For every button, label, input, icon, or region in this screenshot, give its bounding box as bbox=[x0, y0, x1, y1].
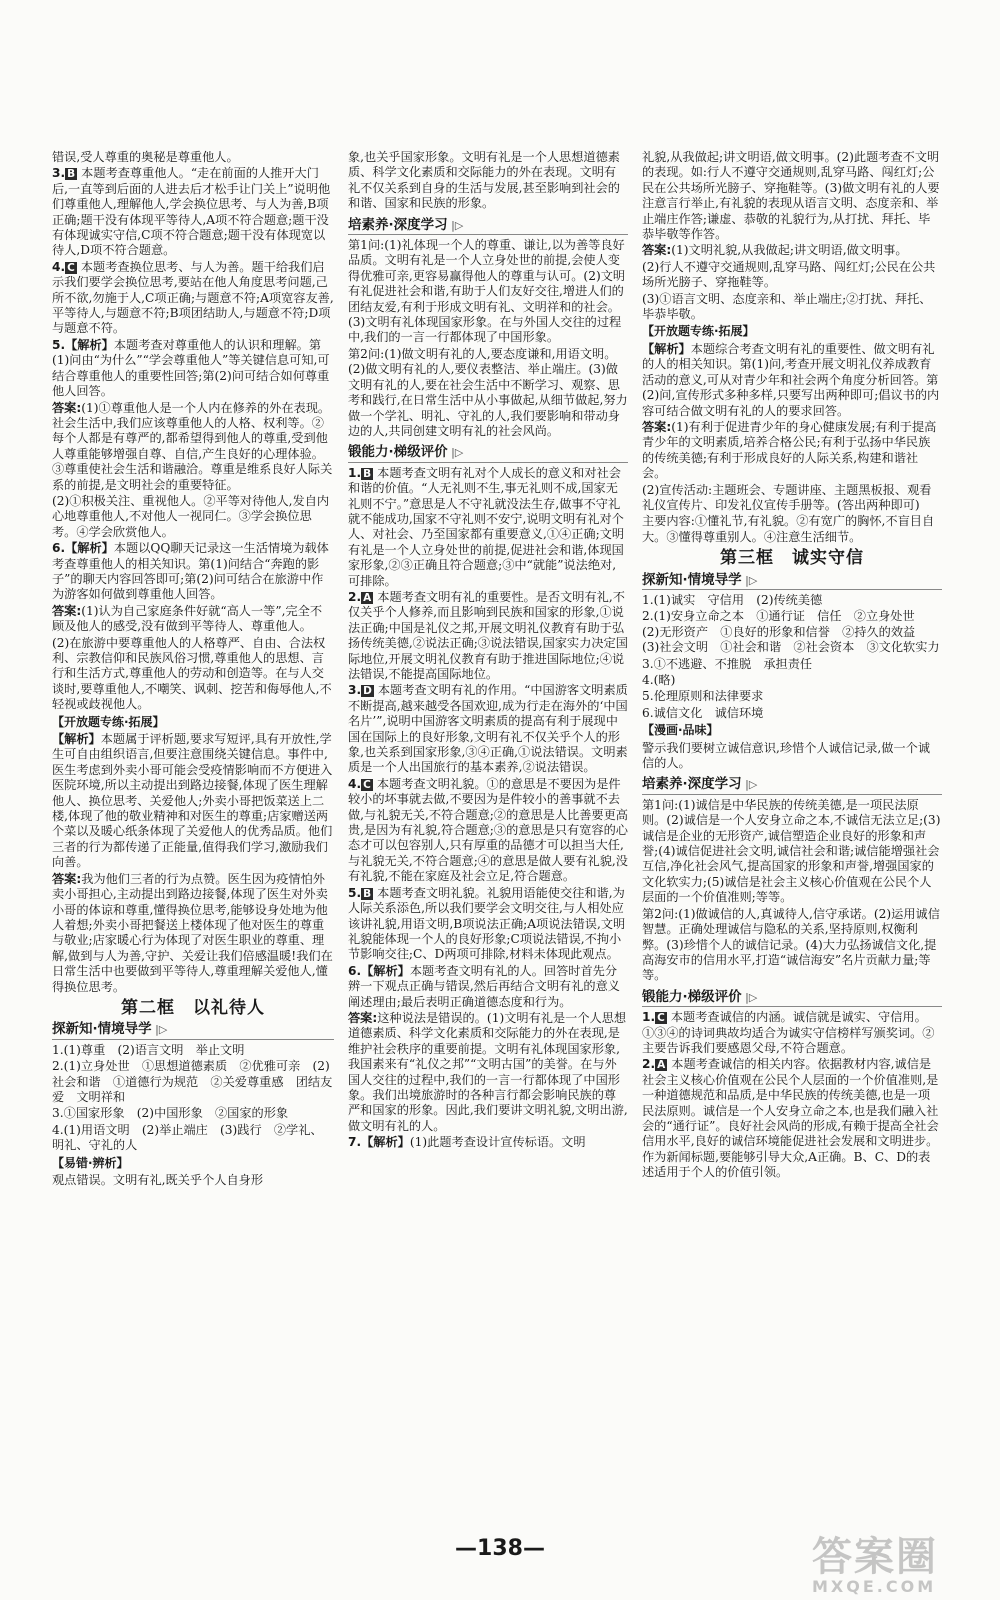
paragraph-text: 本题考查尊重他人。“走在前面的人推开大门后,一直等到后面的人进去后才松手让门关上”说明他们尊重他人,理解他人,学会换位思考、与人为善,B项正确;题干没有体现平等待人,A项不符合题意;题干没有体现诚实守信,C项不符合题意;题干没有体现宽以待人,D项不符合题意。 bbox=[52, 166, 331, 258]
keyword-label: 答案: bbox=[52, 400, 82, 415]
column-middle bbox=[348, 150, 628, 1152]
paragraph-text: 1.(1)诚实 守信用 (2)传统美德 bbox=[642, 592, 823, 607]
paragraph-text: 我为他们三者的行为点赞。医生因为疫情怕外卖小哥担心,主动提出到路边接餐,体现了医生对外卖小哥的体谅和尊重,懂得换位思考,能够设身处地为他人着想;外卖小哥把餐送上楼体现了他对医生的尊重与敬业;店家暖心行为体现了对医生职业的尊重、理解,做到与人为善,守护、关爱让我们倍感温暖!我们在日常生活中也要做到平等待人,尊重理解关爱他人,懂得换位思考。 bbox=[52, 871, 333, 994]
paragraph-text: 第2问:(1)做诚信的人,真诚待人,信守承诺。(2)运用诚信智慧。正确处理诚信与隐私的关系,坚持原则,权衡利弊。(3)珍惜个人的诚信记录。(4)大力弘扬诚信文化,提高海安市的信用水平,打造“诚信海安”名片贡献力量;等等。 bbox=[642, 906, 940, 983]
answer-paragraph bbox=[348, 777, 628, 885]
section-heading-text: 培素养·深度学习 bbox=[642, 776, 742, 793]
answer-paragraph bbox=[52, 494, 334, 540]
answer-paragraph bbox=[52, 1173, 334, 1188]
section-heading bbox=[642, 990, 942, 1007]
answer-paragraph bbox=[642, 483, 942, 514]
watermark-logo bbox=[812, 1536, 992, 1600]
watermark-line2: MXQE.COM bbox=[812, 1577, 937, 1596]
answer-paragraph bbox=[52, 401, 334, 493]
answer-paragraph bbox=[52, 338, 334, 400]
paragraph-text: 第1问:(1)礼体现一个人的尊重、谦让,以为善等良好品质。文明有礼是一个人立身处世的前提,会使人变得优雅可亲,更容易赢得他人的尊重与认可。(2)文明有礼促进社会和谐,有助于人们友好交往,增进人们的团结友爱,有利于形成文明有礼、文明祥和的社会。(3)文明有礼体现国家形象。在与外国人交往的过程中,我们的一言一行都体现了中国形象。 bbox=[348, 238, 626, 345]
question-number: 5. bbox=[348, 885, 362, 900]
page-number: —138— bbox=[455, 1536, 545, 1561]
paragraph-text: 本题考查诚信的相关内容。依据教材内容,诚信是社会主义核心价值观在公民个人层面的一个价值准则,是一种道德规范和品质,是中华民族的传统美德,也是一项民法原则。诚信是一个人安身立命之本,也是我们融入社会的“通行证”。良好社会风尚的形成,有赖于提高全社会信用水平,良好的诚信环境能促进社会发展和文明进步。作为新闻标题,要能够引导大众,A正确。B、C、D的表述适用于个人的价值引领。 bbox=[642, 1057, 939, 1180]
question-number: 7. bbox=[348, 1135, 362, 1150]
answer-paragraph bbox=[348, 466, 628, 589]
answer-paragraph bbox=[642, 706, 942, 721]
paragraph-text: (2)在旅游中要尊重他人的人格尊严、自由、合法权利、宗教信仰和民族风俗习惯,尊重他人的思想、言行和生活方式,尊重他人的劳动和创造等。在与人交谈时,要尊重他人,不嘲笑、讽刺、挖苦和侮辱他人,不轻视或歧视他人。 bbox=[52, 635, 332, 712]
answer-paragraph bbox=[642, 657, 942, 672]
answer-choice-badge: A bbox=[657, 1059, 666, 1072]
paragraph-text: 本题考查对尊重他人的认识和理解。第(1)问由“为什么”“学会尊重他人”等关键信息可知,可结合尊重他人的重要性回答;第(2)问可结合如何尊重他人回答。 bbox=[52, 337, 330, 399]
answer-paragraph bbox=[642, 150, 942, 242]
answer-paragraph bbox=[348, 964, 628, 1010]
keyword-label: 【解析】 bbox=[642, 341, 691, 356]
keyword-label: 【解析】 bbox=[361, 963, 410, 978]
paragraph-text: 本题属于评析题,要求写短评,具有开放性,学生可自由组织语言,但要注意围绕关键信息。事件中,医生考虑到外卖小哥可能会受疫情影响而不方便进入医院环境,所以主动提出到路边接餐,体现了医生理解他人、换位思考、关爱他人;外卖小哥把饭菜送上二楼,体现了他的敬业精神和对医生的尊重;店家赠送两个菜以及暖心纸条体现了关爱他人的优秀品质。他们三者的行为都传递了正能量,值得我们学习,激励我们向善。 bbox=[52, 732, 333, 870]
answer-paragraph bbox=[642, 514, 942, 545]
section-heading bbox=[642, 573, 942, 590]
answer-paragraph bbox=[52, 1043, 334, 1058]
answer-paragraph bbox=[52, 872, 334, 995]
section-heading-text: 探新知·情境导学 bbox=[642, 571, 742, 588]
answer-paragraph bbox=[52, 636, 334, 713]
answer-paragraph bbox=[348, 150, 628, 212]
subsection-label: 【漫画·品味】 bbox=[642, 723, 719, 738]
answer-paragraph bbox=[642, 260, 942, 291]
paragraph-text: 本题考查换位思考、与人为善。题干给我们启示我们要学会换位思考,要站在他人角度思考问题,己所不欲,勿施于人,C项正确;与题意不符;A项宽容友善,平等待人,与题意不符;B项团结助人,与题意不符;D项与题意不符。 bbox=[52, 259, 334, 336]
answer-paragraph bbox=[642, 593, 942, 608]
paragraph-text: 象,也关乎国家形象。文明有礼是一个人思想道德素质、科学文化素质和交际能力的外在表现。文明有礼不仅关系到自身的生活与发展,甚至影响到社会的和谐、国家和民族的形象。 bbox=[348, 150, 620, 211]
section-heading-text: 锻能力·梯级评价 bbox=[348, 444, 448, 461]
paragraph-text: (3)①语言文明、态度亲和、举止端庄;②打扰、拜托、毕恭毕敬。 bbox=[642, 291, 932, 322]
paragraph-text: 本题以QQ聊天记录这一生活情境为载体考查尊重他人的相关知识。第(1)问结合“奔跑的影子”的聊天内容回答即可;第(2)问可结合在旅游中作为游客如何做到尊重他人回答。 bbox=[52, 541, 329, 602]
subsection-label: 【开放题专练·拓展】 bbox=[642, 324, 755, 339]
paragraph-text: 本题考查文明有礼的作用。“中国游客文明素质不断提高,越来越受各国欢迎,成为行走在海外的‘中国名片’”,说明中国游客文明素质的提高有利于展现中国在国际上的良好形象,文明有礼不仅关乎个人的形象,也关系到国家形象,③④正确,①说法错误。文明素质是一个人出国旅行的基本素养,②说法错误。 bbox=[348, 683, 628, 775]
answer-paragraph bbox=[348, 347, 628, 439]
answer-paragraph bbox=[348, 683, 628, 775]
paragraph-text: (2)行人不遵守交通规则,乱穿马路、闯红灯;公民在公共场所光膀子、穿拖鞋等。 bbox=[642, 259, 936, 290]
paragraph-text: 本题考查文明礼貌。礼貌用语能使交往和谐,为人际关系添色,所以我们要学会文明交往,与人相处应该讲礼貌,用语文明,B项说法正确;A项说法错误,文明礼貌能体现一个人的良好形象;C项说法错误,不拘小节影响交往;C、D两项可排除,材料未体现此观点。 bbox=[348, 885, 626, 962]
paragraph-text: 3.①不逃避、不推脱 承担责任 bbox=[642, 656, 813, 671]
question-number: 4. bbox=[52, 259, 66, 274]
answer-paragraph bbox=[52, 541, 334, 603]
answer-choice-badge: C bbox=[67, 261, 75, 274]
answer-paragraph bbox=[52, 732, 334, 871]
answer-paragraph bbox=[348, 1011, 628, 1134]
column-right bbox=[642, 150, 942, 1182]
section-heading bbox=[52, 1022, 334, 1039]
question-number: 3. bbox=[348, 683, 362, 698]
paragraph-text: 2.(1)立身处世 ①思想道德素质 ②优雅可亲 (2)社会和谐 ①道德行为规范 ②关爱尊重感 团结友爱 文明祥和 bbox=[52, 1059, 333, 1104]
answer-choice-badge: D bbox=[363, 685, 372, 698]
paragraph-text: 本题考查文明礼貌。①的意思是不要因为是件较小的坏事就去做,不要因为是件较小的善事就不去做,与礼貌无关,不符合题意;②的意思是人比善要更高贵,是因为有礼貌,符合题意;③的意思是只有宽容的心态才可以包容别人,只有厚重的品德才可以担当大任,与礼貌无关,不符合题意;④的意思是做人要有礼貌,没有礼貌,不能在家庭及社会立足,符合题意。 bbox=[348, 776, 628, 884]
answer-paragraph bbox=[642, 609, 942, 655]
answer-paragraph bbox=[642, 907, 942, 984]
answer-paragraph bbox=[642, 292, 942, 323]
paragraph-text: (2)①积极关注、重视他人。②平等对待他人,发自内心地尊重他人,不对他人一视同仁。③学会换位思考。④学会欣赏他人。 bbox=[52, 493, 330, 539]
answer-paragraph bbox=[52, 604, 334, 635]
answer-paragraph bbox=[348, 886, 628, 963]
paragraph-text: 本题考查文明有礼对个人成长的意义和对社会和谐的价值。“人无礼则不生,事无礼则不成,国家无礼则不宁。”意思是人不守礼就没法生存,做事不守礼就不能成功,国家不守礼则不安宁,说明文明有礼对个人、对社会、乃至国家都有重要意义,①④正确;文明有礼是一个人立身处世的前提,促进社会和谐,体现国家形象,②③正确且符合题意;③中“就能”说法绝对,可排除。 bbox=[348, 465, 625, 588]
paragraph-text: 3.①国家形象 (2)中国形象 ②国家的形象 bbox=[52, 1106, 289, 1121]
paragraph-text: (2)宣传活动:主题班会、专题讲座、主题黑板报、观看礼仪宣传片、印发礼仪宣传手册等。(答出两种即可) bbox=[642, 482, 932, 512]
keyword-label: 【解析】 bbox=[65, 541, 114, 556]
paragraph-text: 第2问:(1)做文明有礼的人,要态度谦和,用语文明。(2)做文明有礼的人,要仪表整洁、举止端庄。(3)做文明有礼的人,要在社会生活中不断学习、观察、思考和践行,在日常生活中从小事做起,从细节做起,努力做一个学礼、明礼、守礼的人,我们要影响和带动身边的人,共同创建文明有礼的社会风尚。 bbox=[348, 346, 628, 438]
paragraph-text: 礼貌,从我做起;讲文明语,做文明事。(2)此题考查不文明的表现。如:行人不遵守交通规则,乱穿马路、闯红灯;公民在公共场所光膀子、穿拖鞋等。(3)做文明有礼的人要注意言行举止,有礼貌的表现从语言文明、态度亲和、举止端庄作答;谦虚、恭敬的礼貌行为,从打扰、拜托、毕恭毕敬等作答。 bbox=[642, 150, 940, 242]
answer-paragraph bbox=[642, 673, 942, 688]
paragraph-text: 6.诚信文化 诚信环境 bbox=[642, 705, 764, 720]
arrow-icon: |▷ bbox=[741, 778, 758, 792]
paragraph-text: 第1问:(1)诚信是中华民族的传统美德,是一项民法原则。(2)诚信是一个人安身立命之本,不诚信无法立足;(3)诚信是企业的无形资产,诚信塑造企业良好的形象和声誉;(4)诚信促进社会文明,诚信社会和谐;诚信能增强社会互信,净化社会风气,提高国家的形象和声誉,增强国家的文化软实力;(5)诚信是社会主义核心价值观在公民个人层面的一个价值准则;等等。 bbox=[642, 797, 941, 905]
section-heading bbox=[348, 445, 628, 462]
section-heading bbox=[348, 218, 628, 235]
keyword-label: 答案: bbox=[642, 243, 672, 258]
paragraph-text: 4.(1)用语文明 (2)举止端庄 (3)践行 ②学礼、明礼、守礼的人 bbox=[52, 1122, 323, 1153]
arrow-icon: |▷ bbox=[447, 446, 464, 460]
keyword-label: 【解析】 bbox=[65, 337, 114, 352]
paragraph-text: 本题考查诚信的内涵。诚信就是诚实、守信用。①③④的诗词典故均适合为诚实守信榜样写颁奖词。②主要告诉我们要感恩父母,不符合题意。 bbox=[642, 1010, 935, 1055]
arrow-icon: |▷ bbox=[151, 1023, 168, 1037]
paragraph-text: 1.(1)尊重 (2)语言文明 举止文明 bbox=[52, 1042, 245, 1057]
paragraph-text: 本题考查文明有礼的重要性。是否文明有礼,不仅关乎个人修养,而且影响到民族和国家的形象,①说法正确;中国是礼仪之邦,开展文明礼仪教育有助于弘扬传统美德,②说法正确;③说法错误,国家实力决定国际地位,开展文明礼仪教育有助于推进国际地位;④说法错误,不能提高国际地位。 bbox=[348, 589, 628, 681]
question-number: 2. bbox=[642, 1057, 656, 1072]
keyword-label: 答案: bbox=[52, 603, 82, 618]
answer-paragraph bbox=[52, 1059, 334, 1105]
answer-paragraph bbox=[642, 1010, 942, 1056]
answer-paragraph bbox=[348, 238, 628, 346]
paragraph-text: 2.(1)安身立命之本 ①通行证 信任 ②立身处世 (2)无形资产 ①良好的形象和信誉 ②持久的效益 (3)社会文明 ①社会和谐 ②社会资本 ③文化软实力 bbox=[642, 609, 940, 655]
column-left bbox=[52, 150, 334, 1189]
paragraph-text: 主要内容:①懂礼节,有礼貌。②有宽广的胸怀,不盲目自大。③懂得尊重别人。④注意生活细节。 bbox=[642, 514, 935, 544]
subsection-label: 【易错·辨析】 bbox=[52, 1155, 129, 1170]
keyword-label: 【解析】 bbox=[52, 732, 101, 747]
answer-paragraph bbox=[348, 1135, 628, 1150]
answer-paragraph bbox=[642, 689, 942, 704]
arrow-icon: |▷ bbox=[447, 218, 464, 232]
answer-paragraph bbox=[52, 166, 334, 258]
answer-paragraph bbox=[642, 342, 942, 419]
answer-paragraph bbox=[52, 150, 334, 165]
paragraph-text: 这种说法是错误的。(1)文明有礼是一个人思想道德素质、科学文化素质和交际能力的外在表现,是维护社会秩序的重要前提。文明有礼体现国家形象,我国素来有“礼仪之邦”“文明古国”的美誉。在与外国人交往的过程中,我们的一言一行都体现了中国形象。我们出境旅游时的各种言行都会影响民族的尊严和国家的形象。因此,我们要讲文明礼貌,文明出游,做文明有礼的人。 bbox=[348, 1010, 628, 1133]
question-number: 2. bbox=[348, 589, 362, 604]
watermark-line1: 答案圈 bbox=[812, 1534, 938, 1580]
paragraph-text: 5.伦理原则和法律要求 bbox=[642, 689, 764, 704]
answer-choice-badge: B bbox=[363, 887, 372, 900]
section-chapter-title: 第三框 诚实守信 bbox=[720, 548, 864, 569]
answer-paragraph bbox=[642, 798, 942, 906]
section-heading-text: 培素养·深度学习 bbox=[348, 216, 448, 233]
answer-choice-badge: C bbox=[363, 778, 371, 791]
paragraph-text: 警示我们要树立诚信意识,珍惜个人诚信记录,做一个诚信的人。 bbox=[642, 740, 931, 771]
paragraph-text: (1)有利于促进青少年的身心健康发展;有利于提高青少年的文明素质,培养合格公民;有利于弘扬中华民族的传统美德;有利于形成良好的人际关系,构建和谐社会。 bbox=[642, 419, 937, 481]
answer-paragraph bbox=[52, 1106, 334, 1121]
keyword-label: 【解析】 bbox=[361, 1135, 410, 1150]
question-number: 6. bbox=[348, 963, 362, 978]
arrow-icon: |▷ bbox=[741, 990, 758, 1004]
question-number: 1. bbox=[642, 1010, 656, 1025]
answer-choice-badge: A bbox=[363, 591, 372, 604]
question-number: 3. bbox=[52, 166, 66, 181]
answer-choice-badge: C bbox=[657, 1012, 665, 1025]
answer-choice-badge: B bbox=[67, 168, 76, 181]
section-chapter-title: 第二框 以礼待人 bbox=[121, 997, 265, 1018]
question-number: 6. bbox=[52, 541, 66, 556]
paragraph-text: 本题考查文明有礼的人。回答时首先分辨一下观点正确与错误,然后再结合文明有礼的意义阐述理由;最后表明正确道德态度和行为。 bbox=[348, 963, 620, 1009]
section-heading-text: 探新知·情境导学 bbox=[52, 1021, 152, 1038]
subsection-label: 【开放题专练·拓展】 bbox=[52, 714, 165, 729]
keyword-label: 答案: bbox=[642, 419, 672, 434]
answer-paragraph bbox=[642, 420, 942, 482]
paragraph-text: 错误,受人尊重的奥秘是尊重他人。 bbox=[52, 150, 239, 164]
section-heading-text: 锻能力·梯级评价 bbox=[642, 988, 742, 1005]
answer-paragraph bbox=[642, 243, 942, 258]
question-number: 4. bbox=[348, 776, 362, 791]
paragraph-text: 4.(略) bbox=[642, 673, 676, 687]
answer-paragraph bbox=[642, 1057, 942, 1180]
keyword-label: 答案: bbox=[52, 871, 82, 886]
answer-paragraph bbox=[52, 260, 334, 337]
paragraph-text: 本题综合考查文明有礼的重要性、做文明有礼的人的相关知识。第(1)问,考查开展文明礼仪养成教育活动的意义,可从对青少年和社会两个角度分析回答。第(2)问,宣传形式多种多样,只要写出两种即可;倡议书的内容可结合做文明有礼的人的要求回答。 bbox=[642, 341, 940, 418]
answer-paragraph bbox=[642, 741, 942, 772]
paragraph-text: (1)认为自己家庭条件好就“高人一等”,完全不顾及他人的感受,没有做到平等待人、尊重他人。 bbox=[52, 603, 323, 634]
answer-choice-badge: B bbox=[363, 467, 372, 480]
question-number: 1. bbox=[348, 465, 362, 480]
section-heading bbox=[642, 777, 942, 794]
arrow-icon: |▷ bbox=[741, 573, 758, 587]
question-number: 5. bbox=[52, 337, 66, 352]
paragraph-text: (1)文明礼貌,从我做起;讲文明语,做文明事。 bbox=[671, 243, 908, 258]
paragraph-text: (1)①尊重他人是一个人内在修养的外在表现。社会生活中,我们应该尊重他人的人格、权利等。②每个人都是有尊严的,都希望得到他人的尊重,受到他人尊重能够增强自尊、自信,产生良好的心理体验。③尊重使社会生活和谐融洽。尊重是维系良好人际关系的前提,是文明社会的重要特征。 bbox=[52, 400, 333, 492]
paragraph-text: 观点错误。文明有礼,既关乎个人自身形 bbox=[52, 1173, 264, 1187]
keyword-label: 答案: bbox=[348, 1010, 378, 1025]
answer-paragraph bbox=[52, 1123, 334, 1154]
answer-paragraph bbox=[348, 590, 628, 682]
paragraph-text: (1)此题考查设计宣传标语。文明 bbox=[409, 1135, 586, 1150]
